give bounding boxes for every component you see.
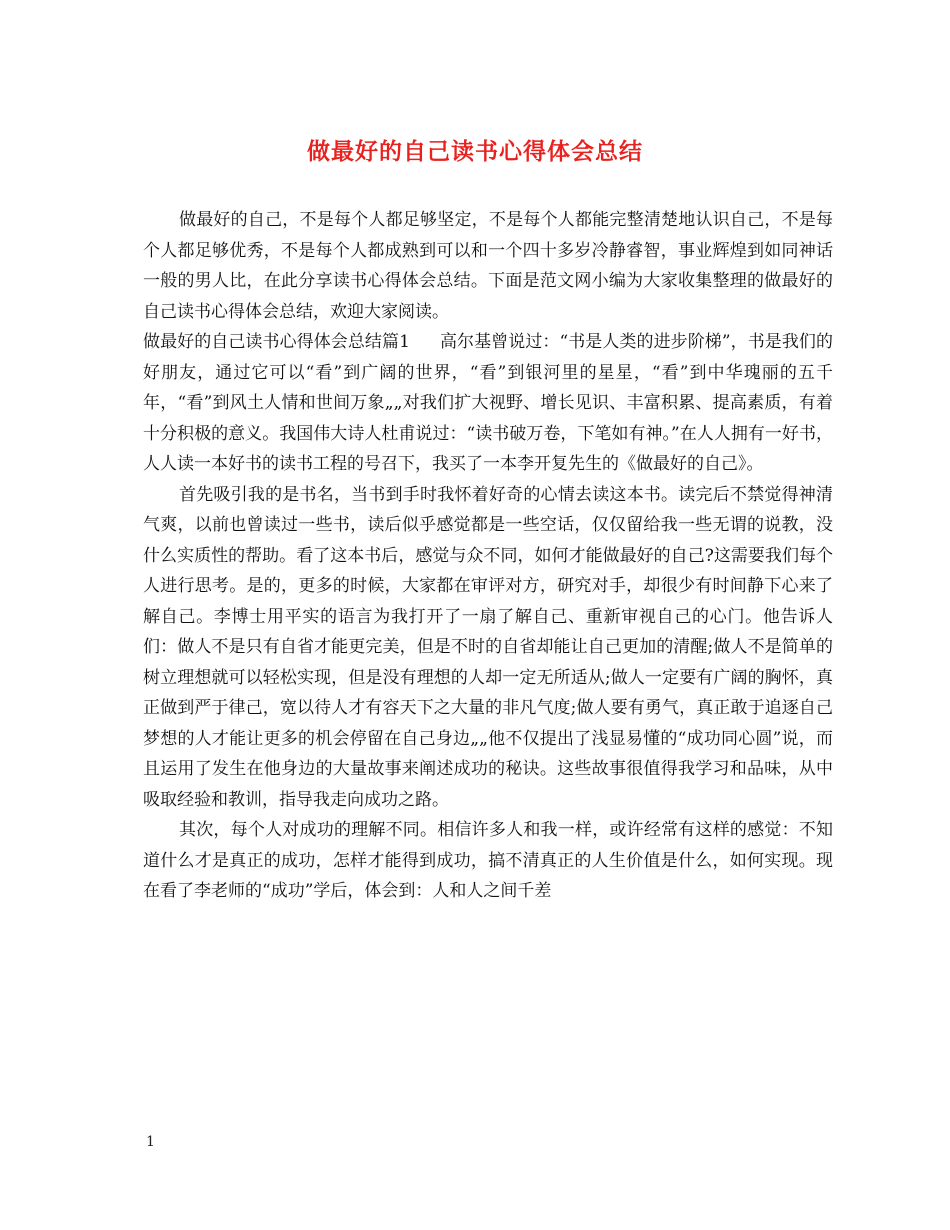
body-paragraph-2: 首先吸引我的是书名，当书到手时我怀着好奇的心情去读这本书。读完后不禁觉得神清气爽，以前也曾读过一些书，读后似乎感觉都是一些空话，仅仅留给我一些无谓的说教，没什么实质性的帮助。看了这本书后，感觉与众不同，如何才能做最好的自己?这需要我们每个人进行思考。是的，更多的时候，大家都在审评对方，研究对手，却很少有时间静下心来了解自己。李博士用平实的语言为我打开了一扇了解自己、重新审视自己的心门。他告诉人们：做人不是只有自省才能更完美，但是不时的自省却能让自己更加的清醒;做人不是简单的树立理想就可以轻松实现，但是没有理想的人却一定无所适从;做人一定要有广阔的胸怀，真正做到严于律己，宽以待人才有容天下之大量的非凡气度;做人要有勇气，真正敢于追逐自己梦想的人才能让更多的机会停留在自己身边„„他不仅提出了浅显易懂的“成功同心圆”说，而且运用了发生在他身边的大量故事来阐述成功的秘诀。这些故事很值得我学习和品味，从中吸取经验和教训，指导我走向成功之路。 bbox=[143, 484, 833, 810]
section-start-text: 高尔基曾说过：“书是人类的进步阶梯”，书是我们的好朋友，通过它可以“看”到广阔的世界，“看”到银河里的星星，“看”到中华瑰丽的五千年，“看”到风土人情和世间万象„„对我们扩大视野、增长见识、丰富积累、提高素质，有着十分积极的意义。我国伟大诗人杜甫说过：“读书破万卷，下笔如有神。”在人人拥有一好书，人人读一本好书的读书工程的号召下，我买了一本李开复先生的《做最好的自己》。 bbox=[143, 332, 833, 474]
page-number: 1 bbox=[146, 1134, 155, 1150]
document-body bbox=[143, 205, 833, 907]
intro-paragraph: 做最好的自己，不是每个人都足够坚定，不是每个人都能完整清楚地认识自己，不是每个人都足够优秀，不是每个人都成熟到可以和一个四十多岁冷静睿智，事业辉煌到如同神话一般的男人比，在此分享读书心得体会总结。下面是范文网小编为大家收集整理的做最好的自己读书心得体会总结，欢迎大家阅读。 bbox=[143, 210, 833, 322]
page-title: 做最好的自己读书心得体会总结 bbox=[307, 138, 643, 165]
section-paragraph-1 bbox=[143, 327, 833, 480]
body-paragraph-3: 其次，每个人对成功的理解不同。相信许多人和我一样，或许经常有这样的感觉：不知道什么才是真正的成功，怎样才能得到成功，搞不清真正的人生价值是什么，如何实现。现在看了李老师的“成功”学后，体会到：人和人之间千差 bbox=[143, 820, 833, 901]
section-heading: 做最好的自己读书心得体会总结篇1 bbox=[143, 332, 410, 352]
